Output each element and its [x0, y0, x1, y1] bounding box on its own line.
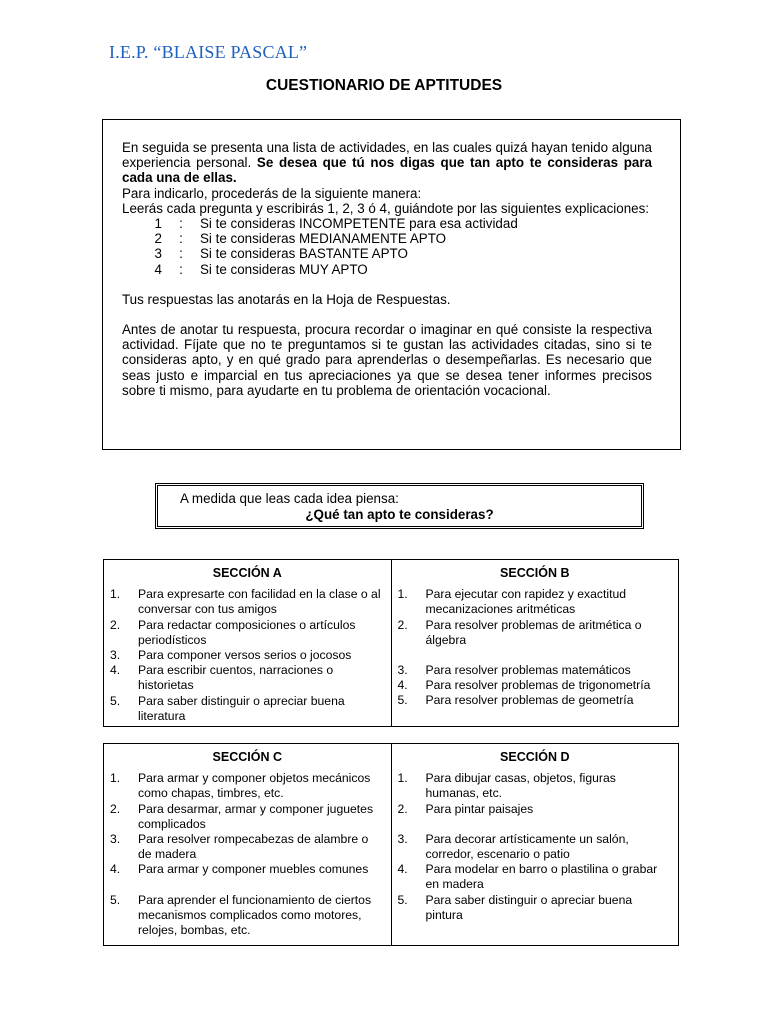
- section-item: [398, 678, 673, 693]
- item-text: Para escribir cuentos, narraciones o historietas: [138, 663, 334, 693]
- page-title: CUESTIONARIO DE APTITUDES: [265, 77, 503, 94]
- item-number: 3.: [397, 663, 408, 678]
- item-text: Para resolver problemas de aritmética o álgebra: [425, 617, 642, 647]
- section-item: [110, 862, 385, 877]
- section-item: [110, 648, 385, 663]
- scale-number: 1: [154, 216, 162, 232]
- item-text: Para resolver rompecabezas de alambre o de madera: [138, 832, 369, 862]
- section-b: [391, 560, 679, 727]
- section-title: SECCIÓN C: [212, 750, 282, 764]
- item-text: Para expresarte con facilidad en la clase o al conversar con tus amigos: [138, 587, 381, 617]
- section-item: [398, 771, 673, 801]
- instructions-paragraph-5: Antes de anotar tu respuesta, procura recordar o imaginar en qué consiste la respectiva actividad. Fíjate que no te preguntamos si te gustan las actividades citadas, sino si te consideras apto, y en qué grado para aprenderlas o desempeñarlas. Es necesario que seas justo e imparcial en tus apreciaciones ya que se desea tener informes precisos sobre ti mismo, para ayudarte en tu problema de orientación vocacional.: [122, 322, 652, 398]
- instructions-paragraph-1: [122, 140, 652, 186]
- instructions-paragraph-3: Leerás cada pregunta y escribirás 1, 2, 3 ó 4, guiándote por las siguientes explicaciones:: [122, 200, 650, 216]
- item-text: Para decorar artísticamente un salón, corredor, escenario o patio: [425, 831, 629, 862]
- section-item: [398, 862, 673, 892]
- section-item: [110, 618, 385, 648]
- scale-item: [122, 262, 652, 277]
- scale-number: 2: [154, 231, 162, 247]
- item-text: Para ejecutar con rapidez y exactitud mecanizaciones aritméticas: [425, 587, 627, 617]
- section-title: SECCIÓN D: [500, 750, 570, 764]
- item-number: 2.: [397, 617, 408, 632]
- instructions-text: En seguida se presenta una lista de actividades, en las cuales quizá hayan tenido alguna experiencia personal.: [122, 140, 652, 171]
- item-number: 5.: [110, 693, 121, 708]
- instructions-paragraph-4: Tus respuestas las anotarás en la Hoja de Respuestas.: [122, 291, 451, 307]
- section-item: [398, 693, 673, 708]
- spacer: [122, 307, 652, 322]
- sections-table-ab: [103, 559, 679, 727]
- section-item: [110, 893, 385, 939]
- item-text: Para saber distinguir o apreciar buena pintura: [425, 892, 633, 922]
- section-d: [391, 744, 679, 946]
- sections-table-cd: [103, 743, 679, 946]
- item-number: 3.: [397, 831, 408, 846]
- item-number: 2.: [110, 617, 121, 632]
- item-text: Para redactar composiciones o artículos periodísticos: [138, 617, 356, 647]
- school-name: I.E.P. “BLAISE PASCAL”: [109, 42, 308, 62]
- scale-item: [122, 231, 652, 246]
- section-title: SECCIÓN B: [500, 566, 570, 580]
- prompt-line-1: A medida que leas cada idea piensa:: [180, 491, 399, 506]
- prompt-question: ¿Qué tan apto te consideras?: [305, 507, 494, 522]
- item-number: 4.: [397, 862, 408, 877]
- section-item: [398, 893, 673, 923]
- item-number: 2.: [110, 801, 121, 816]
- item-text: Para aprender el funcionamiento de ciertos mecanismos complicados como motores, relojes, bombas, etc.: [138, 892, 372, 938]
- item-number: 2.: [397, 801, 408, 816]
- item-text: Para armar y componer muebles comunes: [138, 862, 369, 877]
- section-a: [104, 560, 392, 727]
- scale-colon: :: [179, 216, 183, 232]
- item-text: Para dibujar casas, objetos, figuras humanas, etc.: [425, 771, 616, 801]
- scale-colon: :: [179, 231, 183, 247]
- item-number: 1.: [110, 587, 121, 602]
- section-item: [398, 663, 673, 678]
- prompt-box: [155, 483, 644, 529]
- item-number: 3.: [110, 648, 121, 663]
- item-text: Para modelar en barro o plastilina o grabar en madera: [425, 862, 658, 892]
- item-number: 5.: [397, 693, 408, 708]
- section-item: [110, 587, 385, 617]
- item-number: 4.: [110, 862, 121, 877]
- item-text: Para armar y componer objetos mecánicos como chapas, timbres, etc.: [138, 771, 371, 801]
- item-number: 3.: [110, 832, 121, 847]
- section-item: [398, 802, 673, 817]
- item-number: 4.: [110, 663, 121, 678]
- scale-item: [122, 216, 652, 231]
- item-text: Para desarmar, armar y componer juguetes complicados: [138, 801, 374, 831]
- section-title: SECCIÓN A: [212, 566, 282, 580]
- scale-item: [122, 246, 652, 261]
- section-c: [104, 744, 392, 946]
- item-text: Para componer versos serios o jocosos: [138, 648, 352, 663]
- item-text: Para pintar paisajes: [425, 801, 534, 816]
- rating-scale: [122, 216, 652, 277]
- item-text: Para resolver problemas de geometría: [425, 693, 634, 708]
- scale-colon: :: [179, 246, 183, 262]
- scale-text: Si te consideras INCOMPETENTE para esa actividad: [200, 216, 518, 232]
- item-number: 1.: [110, 771, 121, 786]
- section-item: [398, 587, 673, 617]
- item-number: 1.: [397, 587, 408, 602]
- scale-number: 4: [154, 261, 162, 277]
- item-text: Para resolver problemas matemáticos: [425, 663, 631, 678]
- section-item: [110, 694, 385, 724]
- section-item: [398, 832, 673, 862]
- scale-text: Si te consideras BASTANTE APTO: [200, 246, 408, 262]
- section-item: [110, 832, 385, 862]
- item-text: Para resolver problemas de trigonometría: [425, 678, 651, 693]
- spacer: [122, 277, 652, 292]
- instructions-paragraph-2: Para indicarlo, procederás de la siguiente manera:: [122, 185, 422, 201]
- section-item: [110, 771, 385, 801]
- instructions-box: [102, 119, 681, 450]
- scale-number: 3: [154, 246, 162, 262]
- scale-colon: :: [179, 261, 183, 277]
- item-number: 5.: [397, 892, 408, 907]
- instructions-emphasis: Se desea que tú nos digas que tan apto te consideras para cada una de ellas.: [122, 155, 652, 186]
- item-number: 1.: [397, 771, 408, 786]
- section-item: [110, 802, 385, 832]
- item-number: 4.: [397, 678, 408, 693]
- scale-text: Si te consideras MEDIANAMENTE APTO: [200, 231, 447, 247]
- section-item: [398, 618, 673, 648]
- section-item: [110, 663, 385, 693]
- item-text: Para saber distinguir o apreciar buena literatura: [138, 693, 345, 723]
- scale-text: Si te consideras MUY APTO: [200, 261, 368, 277]
- item-number: 5.: [110, 892, 121, 907]
